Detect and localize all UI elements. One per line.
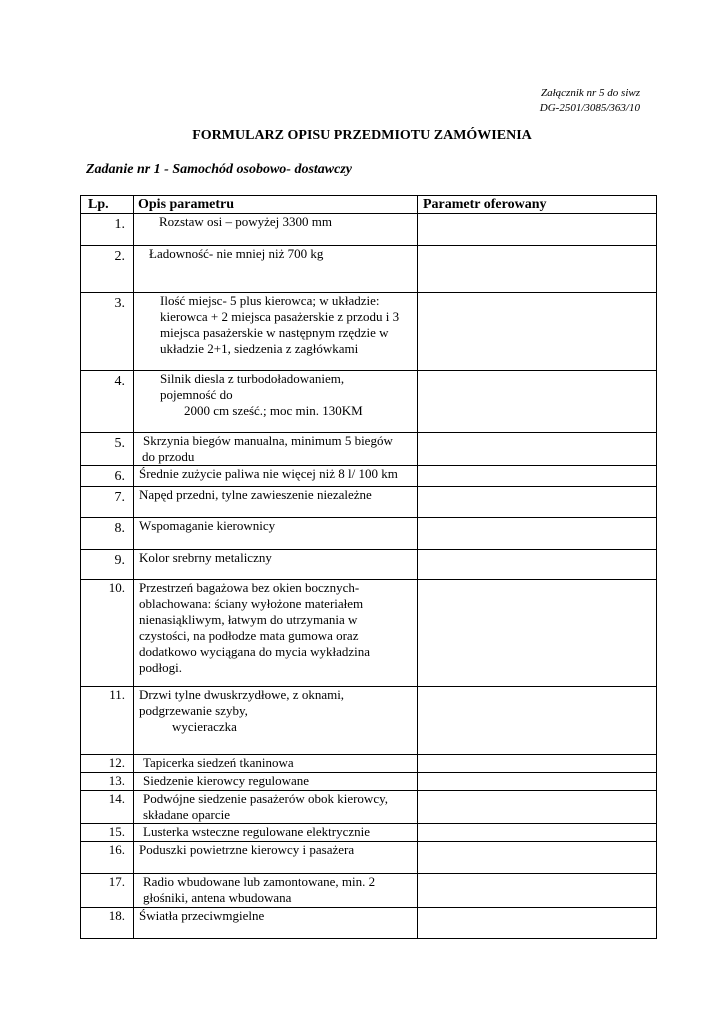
table-row xyxy=(81,580,657,687)
task-subtitle: Zadanie nr 1 - Samochód osobowo- dostawczy xyxy=(86,162,353,177)
table-row xyxy=(81,214,657,246)
description-line: oblachowana: ściany wyłożone materiałem xyxy=(139,596,364,611)
description-line: podgrzewanie szyby, xyxy=(139,703,248,718)
table-row xyxy=(81,842,657,874)
parameter-description xyxy=(134,293,418,371)
row-number: 10. xyxy=(81,580,134,687)
description-line: Poduszki powietrzne kierowcy i pasażera xyxy=(139,842,355,857)
description-line: głośniki, antena wbudowana xyxy=(143,890,292,905)
description-line: Tapicerka siedzeń tkaninowa xyxy=(143,755,294,770)
description-line: Radio wbudowane lub zamontowane, min. 2 xyxy=(143,874,376,889)
description-line: Rozstaw osi – powyżej 3300 mm xyxy=(159,214,332,229)
description-line: pojemność do xyxy=(160,387,233,402)
description-line: do przodu xyxy=(142,449,195,464)
parameter-description xyxy=(134,908,418,939)
table-row xyxy=(81,874,657,908)
offered-parameter-cell[interactable] xyxy=(418,550,657,580)
offered-parameter-cell[interactable] xyxy=(418,466,657,487)
table-row xyxy=(81,293,657,371)
row-number: 17. xyxy=(81,874,134,908)
parameter-description xyxy=(134,466,418,487)
parameter-description xyxy=(134,842,418,874)
offered-parameter-cell[interactable] xyxy=(418,214,657,246)
description-line: nienasiąkliwym, łatwym do utrzymania w xyxy=(139,612,358,627)
parameter-description xyxy=(134,487,418,518)
table-row xyxy=(81,824,657,842)
header-description: Opis parametru xyxy=(134,196,418,214)
description-line: Światła przeciwmgielne xyxy=(139,908,265,923)
table-row xyxy=(81,687,657,755)
table-row xyxy=(81,466,657,487)
description-line: Średnie zużycie paliwa nie więcej niż 8 l/ 100 km xyxy=(139,466,398,481)
parameter-description xyxy=(134,874,418,908)
offered-parameter-cell[interactable] xyxy=(418,246,657,293)
page-title: FORMULARZ OPISU PRZEDMIOTU ZAMÓWIENIA xyxy=(192,128,532,143)
parameter-description xyxy=(134,246,418,293)
row-number: 9. xyxy=(81,550,134,580)
description-line: dodatkowo wyciągana do mycia wykładzina xyxy=(139,644,371,659)
offered-parameter-cell[interactable] xyxy=(418,842,657,874)
table-row xyxy=(81,791,657,824)
description-line: układzie 2+1, siedzenia z zagłówkami xyxy=(160,341,359,356)
description-line: składane oparcie xyxy=(143,807,230,822)
parameter-description xyxy=(134,518,418,550)
description-line: czystości, na podłodze mata gumowa oraz xyxy=(139,628,359,643)
offered-parameter-cell[interactable] xyxy=(418,371,657,433)
description-line: Lusterka wsteczne regulowane elektrycznie xyxy=(143,824,371,839)
description-line: Napęd przedni, tylne zawieszenie niezależne xyxy=(139,487,372,502)
description-line: Wspomaganie kierownicy xyxy=(139,518,276,533)
offered-parameter-cell[interactable] xyxy=(418,518,657,550)
attachment-note xyxy=(540,86,640,116)
description-line: 2000 cm sześć.; moc min. 130KM xyxy=(184,403,363,418)
description-line: Silnik diesla z turbodoładowaniem, xyxy=(160,371,345,386)
row-number: 11. xyxy=(81,687,134,755)
description-line: Siedzenie kierowcy regulowane xyxy=(143,773,310,788)
parameter-description xyxy=(134,214,418,246)
offered-parameter-cell[interactable] xyxy=(418,687,657,755)
header-lp: Lp. xyxy=(81,196,134,214)
table-row xyxy=(81,755,657,773)
offered-parameter-cell[interactable] xyxy=(418,773,657,791)
row-number: 16. xyxy=(81,842,134,874)
table-row xyxy=(81,518,657,550)
description-line: wycieraczka xyxy=(172,719,237,734)
parameter-description xyxy=(134,371,418,433)
offered-parameter-cell[interactable] xyxy=(418,908,657,939)
row-number: 6. xyxy=(81,466,134,487)
description-line: Przestrzeń bagażowa bez okien bocznych- xyxy=(139,580,360,595)
offered-parameter-cell[interactable] xyxy=(418,487,657,518)
table-row xyxy=(81,487,657,518)
table-header-row xyxy=(81,196,657,214)
row-number: 12. xyxy=(81,755,134,773)
offered-parameter-cell[interactable] xyxy=(418,433,657,466)
row-number: 2. xyxy=(81,246,134,293)
row-number: 5. xyxy=(81,433,134,466)
offered-parameter-cell[interactable] xyxy=(418,791,657,824)
description-line: podłogi. xyxy=(139,660,182,675)
attachment-label: Załącznik nr 5 do siwz xyxy=(540,87,640,99)
description-line: miejsca pasażerskie w następnym rzędzie w xyxy=(160,325,389,340)
parameter-description xyxy=(134,580,418,687)
description-line: Drzwi tylne dwuskrzydłowe, z oknami, xyxy=(139,687,345,702)
description-line: Kolor srebrny metaliczny xyxy=(139,550,272,565)
row-number: 4. xyxy=(81,371,134,433)
row-number: 3. xyxy=(81,293,134,371)
row-number: 1. xyxy=(81,214,134,246)
table-row xyxy=(81,908,657,939)
header-offered: Parametr oferowany xyxy=(418,196,657,214)
description-line: Ilość miejsc- 5 plus kierowca; w układzie: xyxy=(160,293,380,308)
parameters-table xyxy=(80,195,657,939)
offered-parameter-cell[interactable] xyxy=(418,293,657,371)
parameter-description xyxy=(134,433,418,466)
table-row xyxy=(81,550,657,580)
description-line: Skrzynia biegów manualna, minimum 5 biegów xyxy=(143,433,393,448)
row-number: 18. xyxy=(81,908,134,939)
row-number: 15. xyxy=(81,824,134,842)
offered-parameter-cell[interactable] xyxy=(418,755,657,773)
description-line: Ładowność- nie mniej niż 700 kg xyxy=(149,246,324,261)
offered-parameter-cell[interactable] xyxy=(418,580,657,687)
table-row xyxy=(81,246,657,293)
description-line: kierowca + 2 miejsca pasażerskie z przodu i 3 xyxy=(160,309,400,324)
table-row xyxy=(81,773,657,791)
parameter-description xyxy=(134,755,418,773)
row-number: 8. xyxy=(81,518,134,550)
table-row xyxy=(81,433,657,466)
table-row xyxy=(81,371,657,433)
parameter-description xyxy=(134,687,418,755)
parameter-description xyxy=(134,550,418,580)
row-number: 14. xyxy=(81,791,134,824)
offered-parameter-cell[interactable] xyxy=(418,874,657,908)
row-number: 7. xyxy=(81,487,134,518)
parameter-description xyxy=(134,791,418,824)
row-number: 13. xyxy=(81,773,134,791)
parameter-description xyxy=(134,824,418,842)
offered-parameter-cell[interactable] xyxy=(418,824,657,842)
description-line: Podwójne siedzenie pasażerów obok kierowcy, xyxy=(143,791,388,806)
parameter-description xyxy=(134,773,418,791)
reference-number: DG-2501/3085/363/10 xyxy=(539,102,640,114)
